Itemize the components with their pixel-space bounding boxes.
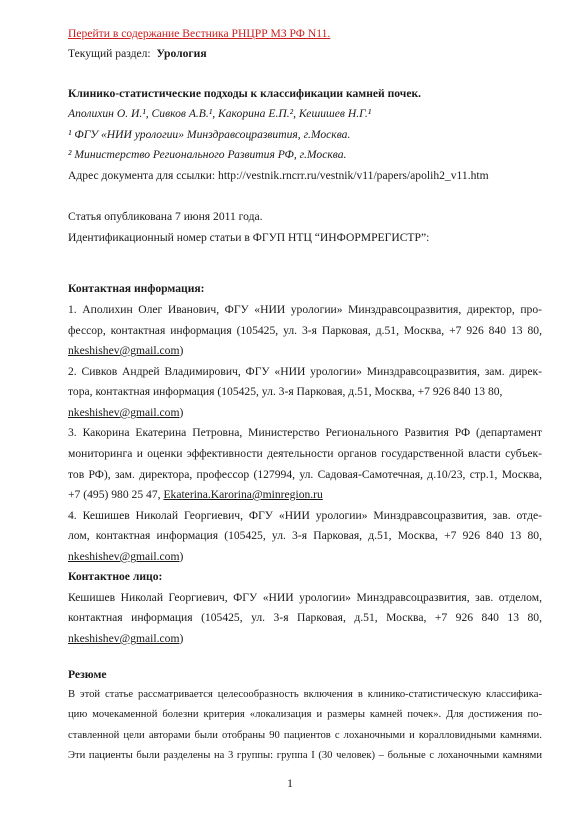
article-title: Клинико-статистические подходы к классификации камней почек.: [68, 87, 422, 100]
summary-line-3: ставленной цели авторами были отобраны 90 пациентов с лоханочными и коралловидными камнями.: [68, 730, 542, 741]
contact-3-email[interactable]: Ekaterina.Karorina@minregion.ru: [163, 488, 323, 501]
article-id-number: Идентификационный номер статьи в ФГУП НТЦ “ИНФОРМРЕГИСТР”:: [68, 231, 430, 244]
contact-2-line-1: 2. Сивков Андрей Владимирович, ФГУ «НИИ урологии» Минздравсоцразвития, зам. дирек-: [68, 365, 542, 378]
contacts-heading: Контактная информация:: [68, 282, 205, 295]
contact-3-phone-line: [68, 485, 542, 506]
contact-3-line-2: мониторинга и оценки эффективности деятельности органов государственной власти субъек-: [68, 447, 542, 460]
summary-line-2: цию мочекаменной болезни критерия «локализация и размеры камней почек». Для достижения по-: [68, 709, 542, 720]
contact-4-line-2: лом, контактная информация (105425, ул. 3-я Парковая, д.51, Москва, +7 926 840 13 80,: [68, 529, 542, 542]
section-label: Текущий раздел:: [68, 47, 151, 60]
section-name: Урология: [156, 47, 207, 60]
contact-1-line-2: фессор, контактная информация (105425, ул. 3-я Парковая, д.51, Москва, +7 926 840 13 80,: [68, 324, 542, 337]
summary-line-1: В этой статье рассматривается целесообразность включения в клинико-статистическую классифика-: [68, 689, 542, 700]
summary-heading: Резюме: [68, 668, 107, 681]
current-section-line: [68, 44, 542, 65]
contact-1-email[interactable]: nkeshishev@gmail.com: [68, 344, 180, 357]
contact-person-heading: Контактное лицо:: [68, 570, 163, 583]
contact-2-line-2: тора, контактная информация (105425, ул. 3-я Парковая, д.51, Москва, +7 926 840 13 80,: [68, 385, 503, 398]
contact-person-line-2: контактная информация (105425, ул. 3-я Парковая, д.51, Москва, +7 926 840 13 80,: [68, 611, 542, 624]
contact-2-email-line: nkeshishev@gmail.com): [68, 406, 184, 419]
contact-person-email-line: nkeshishev@gmail.com): [68, 632, 184, 645]
contact-3-line-1: 3. Какорина Екатерина Петровна, Министерство Регионального Развития РФ (департамент: [68, 426, 542, 439]
contact-person-line-1: Кешишев Николай Георгиевич, ФГУ «НИИ урологии» Минздравсоцразвития, зав. отделом,: [68, 591, 542, 604]
summary-line-4: Эти пациенты были разделены на 3 группы: группа I (30 человек) – больные с лоханочными камнями: [68, 750, 542, 761]
contact-1-line-1: 1. Аполихин Олег Иванович, ФГУ «НИИ урологии» Минздравсоцразвития, директор, про-: [68, 303, 542, 316]
contact-4-line-1: 4. Кешишев Николай Георгиевич, ФГУ «НИИ урологии» Минздравсоцразвития, зав. отде-: [68, 509, 542, 522]
contact-3-phone: +7 (495) 980 25 47,: [68, 488, 161, 501]
article-authors: Аполихин О. И.¹, Сивков А.В.¹, Какорина Е.П.², Кешишев Н.Г.¹: [68, 107, 372, 120]
publication-date: Статья опубликована 7 июня 2011 года.: [68, 210, 263, 223]
toc-link-line: [68, 24, 542, 45]
page-number: 1: [287, 776, 293, 790]
document-address: Адрес документа для ссылки: http://vestnik.rncrr.ru/vestnik/v11/papers/apolih2_v11.htm: [68, 169, 489, 182]
contact-2-email[interactable]: nkeshishev@gmail.com: [68, 406, 180, 419]
contact-4-email[interactable]: nkeshishev@gmail.com: [68, 550, 180, 563]
toc-link[interactable]: Перейти в содержание Вестника РНЦРР МЗ РФ N11.: [68, 27, 331, 40]
contact-3-line-3: тов РФ), зам. директора, профессор (127994, ул. Садовая-Самотечная, д.10/23, стр.1, Москва,: [68, 468, 542, 481]
affiliation-2: ² Министерство Регионального Развития РФ, г.Москва.: [68, 148, 347, 161]
affiliation-1: ¹ ФГУ «НИИ урологии» Минздравсоцразвития, г.Москва.: [68, 128, 351, 141]
contact-4-email-line: nkeshishev@gmail.com): [68, 550, 184, 563]
contact-person-email[interactable]: nkeshishev@gmail.com: [68, 632, 180, 645]
contact-1-email-line: nkeshishev@gmail.com): [68, 344, 184, 357]
